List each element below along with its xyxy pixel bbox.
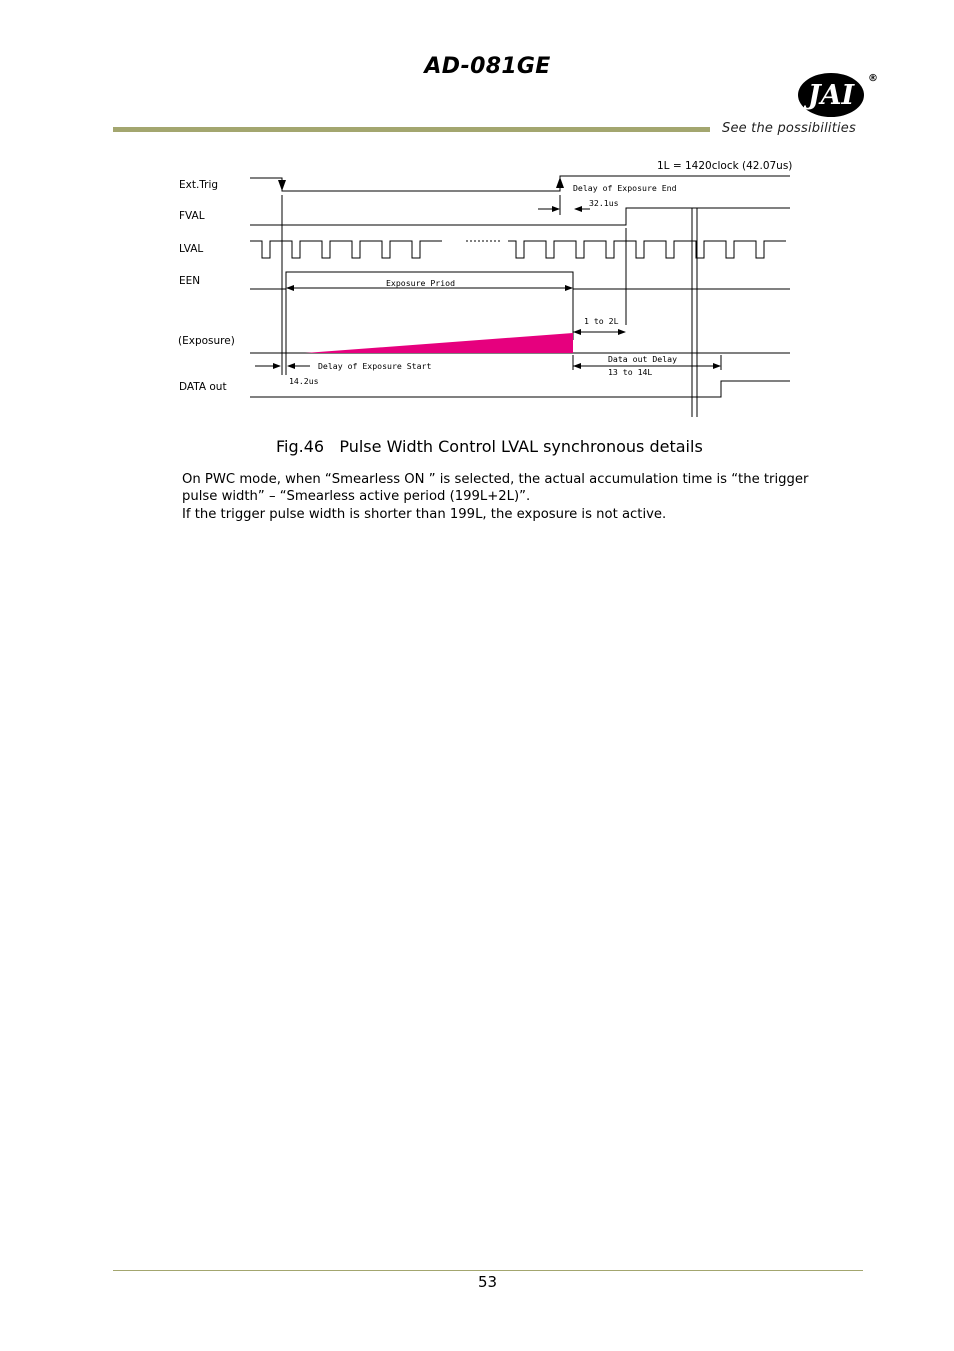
signal-label-fval: FVAL [179, 210, 205, 222]
jai-logo [795, 70, 877, 120]
ext-trig-waveform [250, 176, 790, 191]
signal-label-lval: LVAL [179, 243, 204, 255]
footer-rule [113, 1270, 863, 1271]
line-period-label: 1L = 1420clock (42.07us) [657, 160, 793, 172]
signal-label-een: EEN [179, 275, 201, 287]
figure-caption: Fig.46 Pulse Width Control LVAL synchronous details [276, 437, 703, 456]
exposure-ramp [305, 333, 573, 353]
lval-waveform [250, 241, 786, 258]
jai-logo-icon [795, 70, 877, 120]
data-out-delay-label: Data out Delay [608, 354, 678, 364]
document-title: AD-081GE [424, 54, 551, 79]
delay-exposure-start-label: Delay of Exposure Start [318, 361, 432, 371]
signal-label-ext-trig: Ext.Trig [179, 179, 219, 191]
page-number: 53 [477, 1273, 498, 1291]
tagline: See the possibilities [722, 121, 856, 136]
registered-mark: ® [868, 73, 877, 84]
exposure-period-label: Exposure Priod [386, 278, 456, 288]
fval-waveform [250, 208, 790, 225]
data-out-waveform [250, 381, 790, 397]
logo-text: JAI [807, 80, 855, 111]
delay-start-value: 14.2us [289, 376, 319, 386]
header-rule [113, 127, 710, 132]
delay-exposure-end-label: Delay of Exposure End [573, 183, 677, 193]
body-paragraph-1: On PWC mode, when “Smearless ON ” is selected, the actual accumulation time is “the trigger pulse width” – “Smearless active period (199L+2L)”. [182, 472, 809, 504]
one-to-two-l-label: 1 to 2L [584, 316, 619, 326]
timing-diagram [170, 150, 810, 425]
signal-label-exposure: (Exposure) [178, 335, 235, 347]
delay-end-value: 32.1us [589, 198, 619, 208]
signal-label-data-out: DATA out [179, 381, 227, 393]
een-waveform [250, 272, 790, 289]
data-out-delay-value: 13 to 14L [608, 367, 653, 377]
body-paragraph-2: If the trigger pulse width is shorter than 199L, the exposure is not active. [182, 507, 667, 522]
